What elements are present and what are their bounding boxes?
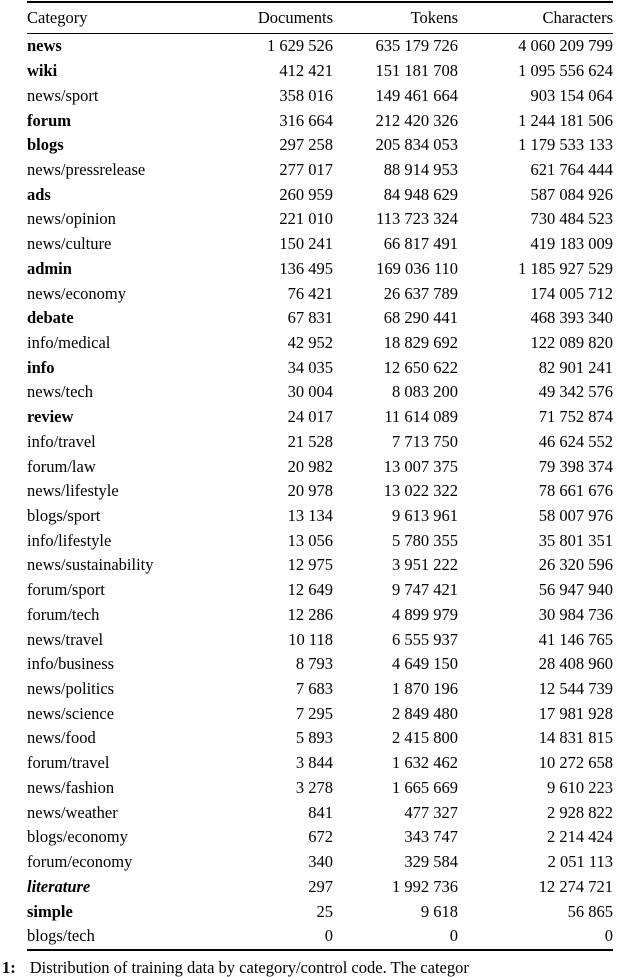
tokens-cell: 9 618 bbox=[420, 901, 458, 921]
characters-cell: 17 981 928 bbox=[538, 703, 613, 723]
documents-cell: 12 286 bbox=[287, 604, 333, 624]
category-cell: news/weather bbox=[27, 802, 118, 822]
characters-cell: 903 154 064 bbox=[530, 85, 613, 105]
tokens-cell: 66 817 491 bbox=[383, 234, 458, 254]
characters-cell: 46 624 552 bbox=[538, 431, 613, 451]
tokens-cell: 26 637 789 bbox=[383, 283, 458, 303]
table-row bbox=[27, 479, 613, 504]
tokens-cell: 635 179 726 bbox=[375, 36, 458, 56]
tokens-cell: 8 083 200 bbox=[392, 382, 458, 402]
category-cell: news bbox=[27, 36, 62, 56]
characters-cell: 2 051 113 bbox=[547, 852, 613, 872]
characters-cell: 35 801 351 bbox=[538, 530, 613, 550]
table-row bbox=[27, 825, 613, 850]
table-row bbox=[27, 677, 613, 702]
characters-cell: 122 089 820 bbox=[530, 332, 613, 352]
characters-cell: 4 060 209 799 bbox=[518, 36, 613, 56]
table-caption bbox=[2, 957, 640, 977]
characters-cell: 58 007 976 bbox=[538, 506, 613, 526]
documents-cell: 13 056 bbox=[287, 530, 333, 550]
category-cell: news/travel bbox=[27, 629, 104, 649]
category-cell: news/politics bbox=[27, 679, 115, 699]
documents-cell: 24 017 bbox=[287, 407, 333, 427]
tokens-cell: 68 290 441 bbox=[383, 308, 458, 328]
tokens-cell: 477 327 bbox=[404, 802, 458, 822]
characters-cell: 56 947 940 bbox=[538, 580, 613, 600]
category-cell: blogs/tech bbox=[27, 926, 95, 946]
documents-cell: 7 683 bbox=[295, 679, 333, 699]
column-header-characters: Characters bbox=[458, 2, 613, 34]
caption-label: 1: bbox=[2, 958, 16, 977]
category-cell: blogs bbox=[27, 135, 64, 155]
table-row bbox=[27, 182, 613, 207]
characters-cell: 28 408 960 bbox=[538, 654, 613, 674]
characters-cell: 71 752 874 bbox=[538, 407, 613, 427]
documents-cell: 297 bbox=[308, 876, 333, 896]
characters-cell: 1 179 533 133 bbox=[518, 135, 613, 155]
tokens-cell: 343 747 bbox=[404, 827, 458, 847]
table-row bbox=[27, 800, 613, 825]
characters-cell: 10 272 658 bbox=[538, 753, 613, 773]
documents-cell: 1 629 526 bbox=[267, 36, 333, 56]
category-cell: news/fashion bbox=[27, 777, 115, 797]
table-row bbox=[27, 355, 613, 380]
characters-cell: 14 831 815 bbox=[538, 728, 613, 748]
table-row bbox=[27, 405, 613, 430]
characters-cell: 587 084 926 bbox=[530, 184, 613, 204]
table-row bbox=[27, 207, 613, 232]
table-row bbox=[27, 553, 613, 578]
characters-cell: 9 610 223 bbox=[547, 777, 613, 797]
characters-cell: 621 764 444 bbox=[530, 159, 613, 179]
category-cell: forum/economy bbox=[27, 852, 133, 872]
characters-cell: 12 544 739 bbox=[538, 679, 613, 699]
category-cell: ads bbox=[27, 184, 51, 204]
characters-cell: 1 095 556 624 bbox=[518, 61, 613, 81]
category-cell: news/sport bbox=[27, 85, 99, 105]
tokens-cell: 3 951 222 bbox=[392, 555, 458, 575]
documents-cell: 20 982 bbox=[287, 456, 333, 476]
characters-cell: 419 183 009 bbox=[530, 234, 613, 254]
category-cell: simple bbox=[27, 901, 73, 921]
documents-cell: 7 295 bbox=[295, 703, 333, 723]
category-cell: info/business bbox=[27, 654, 115, 674]
documents-cell: 841 bbox=[308, 802, 333, 822]
category-cell: info bbox=[27, 357, 55, 377]
category-cell: news/pressrelease bbox=[27, 159, 146, 179]
characters-cell: 26 320 596 bbox=[538, 555, 613, 575]
category-cell: debate bbox=[27, 308, 74, 328]
tokens-cell: 113 723 324 bbox=[376, 209, 458, 229]
tokens-cell: 2 849 480 bbox=[392, 703, 458, 723]
column-header-documents: Documents bbox=[207, 2, 333, 34]
documents-cell: 3 844 bbox=[295, 753, 333, 773]
tokens-cell: 0 bbox=[449, 926, 458, 946]
characters-cell: 78 661 676 bbox=[538, 481, 613, 501]
documents-cell: 30 004 bbox=[287, 382, 333, 402]
characters-cell: 41 146 765 bbox=[538, 629, 613, 649]
tokens-cell: 149 461 664 bbox=[375, 85, 458, 105]
category-cell: literature bbox=[27, 876, 91, 896]
table-row bbox=[27, 256, 613, 281]
category-cell: news/economy bbox=[27, 283, 126, 303]
documents-cell: 316 664 bbox=[279, 110, 333, 130]
table-body bbox=[27, 34, 613, 950]
table-row bbox=[27, 924, 613, 950]
documents-cell: 42 952 bbox=[287, 332, 333, 352]
characters-cell: 49 342 576 bbox=[538, 382, 613, 402]
characters-cell: 12 274 721 bbox=[538, 876, 613, 896]
documents-cell: 297 258 bbox=[279, 135, 333, 155]
table-row bbox=[27, 454, 613, 479]
characters-cell: 30 984 736 bbox=[538, 604, 613, 624]
tokens-cell: 84 948 629 bbox=[383, 184, 458, 204]
characters-cell: 56 865 bbox=[567, 901, 613, 921]
category-cell: info/medical bbox=[27, 332, 111, 352]
tokens-cell: 2 415 800 bbox=[392, 728, 458, 748]
table-row bbox=[27, 232, 613, 257]
tokens-cell: 205 834 053 bbox=[375, 135, 458, 155]
characters-cell: 730 484 523 bbox=[530, 209, 613, 229]
table-row bbox=[27, 34, 613, 59]
tokens-cell: 1 992 736 bbox=[392, 876, 458, 896]
table-row bbox=[27, 133, 613, 158]
table-row bbox=[27, 306, 613, 331]
category-cell: news/tech bbox=[27, 382, 93, 402]
tokens-cell: 7 713 750 bbox=[392, 431, 458, 451]
documents-cell: 260 959 bbox=[279, 184, 333, 204]
category-cell: info/lifestyle bbox=[27, 530, 112, 550]
tokens-cell: 4 649 150 bbox=[392, 654, 458, 674]
table-row bbox=[27, 874, 613, 899]
tokens-cell: 13 007 375 bbox=[383, 456, 458, 476]
documents-cell: 13 134 bbox=[287, 506, 333, 526]
characters-cell: 1 244 181 506 bbox=[518, 110, 613, 130]
documents-cell: 5 893 bbox=[295, 728, 333, 748]
characters-cell: 82 901 241 bbox=[538, 357, 613, 377]
documents-cell: 10 118 bbox=[288, 629, 333, 649]
documents-cell: 136 495 bbox=[279, 258, 333, 278]
table-row bbox=[27, 726, 613, 751]
table-row bbox=[27, 701, 613, 726]
table-row bbox=[27, 899, 613, 924]
category-cell: admin bbox=[27, 258, 72, 278]
characters-cell: 174 005 712 bbox=[530, 283, 613, 303]
tokens-cell: 1 632 462 bbox=[392, 753, 458, 773]
table-row bbox=[27, 528, 613, 553]
characters-cell: 468 393 340 bbox=[530, 308, 613, 328]
table-row bbox=[27, 850, 613, 875]
table-row bbox=[27, 751, 613, 776]
documents-cell: 76 421 bbox=[287, 283, 333, 303]
tokens-cell: 4 899 979 bbox=[392, 604, 458, 624]
tokens-cell: 5 780 355 bbox=[392, 530, 458, 550]
characters-cell: 0 bbox=[604, 926, 613, 946]
table-row bbox=[27, 603, 613, 628]
table-row bbox=[27, 652, 613, 677]
documents-cell: 412 421 bbox=[279, 61, 333, 81]
tokens-cell: 1 870 196 bbox=[392, 679, 458, 699]
table-row bbox=[27, 776, 613, 801]
category-cell: forum/law bbox=[27, 456, 96, 476]
documents-cell: 34 035 bbox=[287, 357, 333, 377]
tokens-cell: 18 829 692 bbox=[383, 332, 458, 352]
category-cell: wiki bbox=[27, 61, 58, 81]
category-cell: news/sustainability bbox=[27, 555, 154, 575]
documents-cell: 358 016 bbox=[279, 85, 333, 105]
tokens-cell: 6 555 937 bbox=[392, 629, 458, 649]
documents-cell: 0 bbox=[324, 926, 333, 946]
table-row bbox=[27, 504, 613, 529]
documents-cell: 20 978 bbox=[287, 481, 333, 501]
table-row bbox=[27, 627, 613, 652]
table-row bbox=[27, 59, 613, 84]
category-distribution-table bbox=[27, 1, 613, 951]
category-cell: news/opinion bbox=[27, 209, 116, 229]
documents-cell: 150 241 bbox=[279, 234, 333, 254]
tokens-cell: 11 614 089 bbox=[384, 407, 458, 427]
documents-cell: 277 017 bbox=[279, 159, 333, 179]
table-row bbox=[27, 430, 613, 455]
category-cell: blogs/economy bbox=[27, 827, 128, 847]
characters-cell: 2 928 822 bbox=[547, 802, 613, 822]
caption-text: Distribution of training data by category/control code. The categor bbox=[29, 958, 469, 977]
table-header-row bbox=[27, 2, 613, 34]
category-cell: news/food bbox=[27, 728, 96, 748]
tokens-cell: 12 650 622 bbox=[383, 357, 458, 377]
tokens-cell: 212 420 326 bbox=[375, 110, 458, 130]
characters-cell: 2 214 424 bbox=[547, 827, 613, 847]
documents-cell: 340 bbox=[308, 852, 333, 872]
category-cell: review bbox=[27, 407, 74, 427]
category-cell: news/science bbox=[27, 703, 115, 723]
table-row bbox=[27, 380, 613, 405]
table-row bbox=[27, 331, 613, 356]
tokens-cell: 329 584 bbox=[404, 852, 458, 872]
tokens-cell: 9 747 421 bbox=[392, 580, 458, 600]
tokens-cell: 88 914 953 bbox=[383, 159, 458, 179]
documents-cell: 67 831 bbox=[287, 308, 333, 328]
category-cell: forum bbox=[27, 110, 71, 130]
category-cell: news/culture bbox=[27, 234, 112, 254]
characters-cell: 1 185 927 529 bbox=[518, 258, 613, 278]
table-row bbox=[27, 281, 613, 306]
category-cell: blogs/sport bbox=[27, 506, 101, 526]
column-header-category: Category bbox=[27, 2, 207, 34]
documents-cell: 12 649 bbox=[287, 580, 333, 600]
tokens-cell: 151 181 708 bbox=[375, 61, 458, 81]
tokens-cell: 169 036 110 bbox=[376, 258, 458, 278]
table-row bbox=[27, 578, 613, 603]
documents-cell: 8 793 bbox=[295, 654, 333, 674]
table-row bbox=[27, 83, 613, 108]
category-cell: info/travel bbox=[27, 431, 96, 451]
tokens-cell: 9 613 961 bbox=[392, 506, 458, 526]
column-header-tokens: Tokens bbox=[333, 2, 458, 34]
documents-cell: 21 528 bbox=[287, 431, 333, 451]
documents-cell: 3 278 bbox=[295, 777, 333, 797]
tokens-cell: 13 022 322 bbox=[383, 481, 458, 501]
category-cell: forum/travel bbox=[27, 753, 110, 773]
documents-cell: 25 bbox=[316, 901, 333, 921]
characters-cell: 79 398 374 bbox=[538, 456, 613, 476]
documents-cell: 221 010 bbox=[279, 209, 333, 229]
category-cell: news/lifestyle bbox=[27, 481, 119, 501]
documents-cell: 12 975 bbox=[287, 555, 333, 575]
table-row bbox=[27, 108, 613, 133]
tokens-cell: 1 665 669 bbox=[392, 777, 458, 797]
documents-cell: 672 bbox=[308, 827, 333, 847]
table-row bbox=[27, 158, 613, 183]
category-cell: forum/tech bbox=[27, 604, 100, 624]
category-cell: forum/sport bbox=[27, 580, 105, 600]
